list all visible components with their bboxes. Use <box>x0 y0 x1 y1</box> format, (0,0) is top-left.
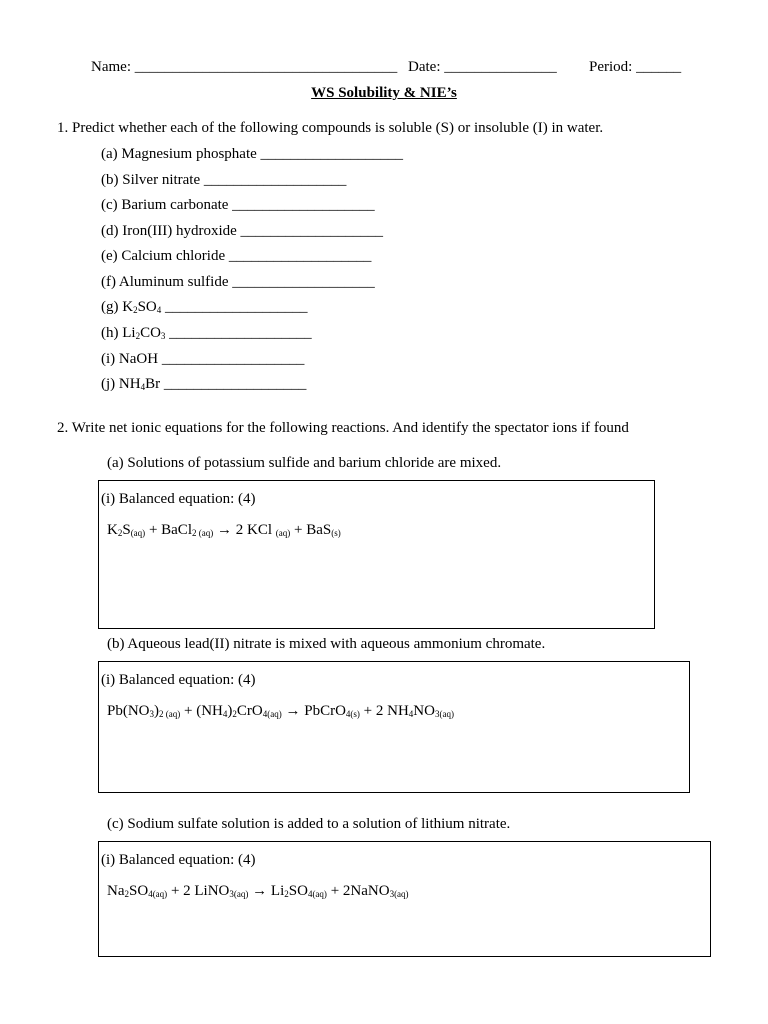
q1-item-b[interactable]: (b) Silver nitrate ___________________ <box>101 172 347 188</box>
q2a-box-header: (i) Balanced equation: (4) <box>101 491 256 507</box>
q2a-answer-box[interactable] <box>98 480 655 629</box>
q1-item-f[interactable]: (f) Aluminum sulfide ___________________ <box>101 274 375 290</box>
q1-item-h[interactable]: (h) $Li_2CO_3$ ___________________ <box>101 325 312 341</box>
name-field[interactable]: Name: ___________________________________ <box>91 59 398 75</box>
period-field[interactable]: Period: ______ <box>589 59 682 75</box>
q2b-prompt: (b) Aqueous lead(II) nitrate is mixed with aqueous ammonium chromate. <box>107 636 546 652</box>
q2a-prompt: (a) Solutions of potassium sulfide and barium chloride are mixed. <box>107 455 502 471</box>
question-1-prompt: 1. Predict whether each of the following compounds is soluble (S) or insoluble (I) in water. <box>57 120 604 136</box>
q1-item-c[interactable]: (c) Barium carbonate ___________________ <box>101 197 375 213</box>
q2a-equation: $K_2S_{(aq)}$ + BaCl$_{2 (aq)}$ → 2 KCl $_{(aq)}$ + BaS$_{(s)}$ <box>107 522 341 538</box>
date-field[interactable]: Date: _______________ <box>408 59 557 75</box>
q2c-prompt: (c) Sodium sulfate solution is added to a solution of lithium nitrate. <box>107 816 511 832</box>
q1-item-j[interactable]: (j) $NH_4Br$ ___________________ <box>101 376 307 392</box>
q2b-answer-box[interactable] <box>98 661 690 793</box>
q2c-answer-box[interactable] <box>98 841 711 957</box>
worksheet-title: WS Solubility & NIE’s <box>311 85 457 101</box>
q1-item-a[interactable]: (a) Magnesium phosphate ___________________ <box>101 146 404 162</box>
q2b-box-header: (i) Balanced equation: (4) <box>101 672 256 688</box>
q1-item-g[interactable]: (g) $K_2SO_4$ ___________________ <box>101 299 308 315</box>
question-2-prompt: 2. Write net ionic equations for the following reactions. And identify the spectator ions if found <box>57 420 629 436</box>
q2b-equation: $Pb(NO_3)_{2 (aq)} + (NH_4)_2CrO_{4(aq)}$ → PbCrO$_{4(s)}$ + 2 $NH_4NO_{3(aq)}$ <box>107 703 454 719</box>
q1-item-e[interactable]: (e) Calcium chloride ___________________ <box>101 248 372 264</box>
q1-item-i[interactable]: (i) NaOH ___________________ <box>101 351 305 367</box>
q1-item-d[interactable]: (d) Iron(III) hydroxide ___________________ <box>101 223 384 239</box>
q2c-equation: $Na_2SO_{4(aq)} + 2$ LiNO$_{3(aq)}$ → $Li_2SO_{4(aq)}$ + 2NaNO$_{3(aq)}$ <box>107 883 409 899</box>
q2c-box-header: (i) Balanced equation: (4) <box>101 852 256 868</box>
